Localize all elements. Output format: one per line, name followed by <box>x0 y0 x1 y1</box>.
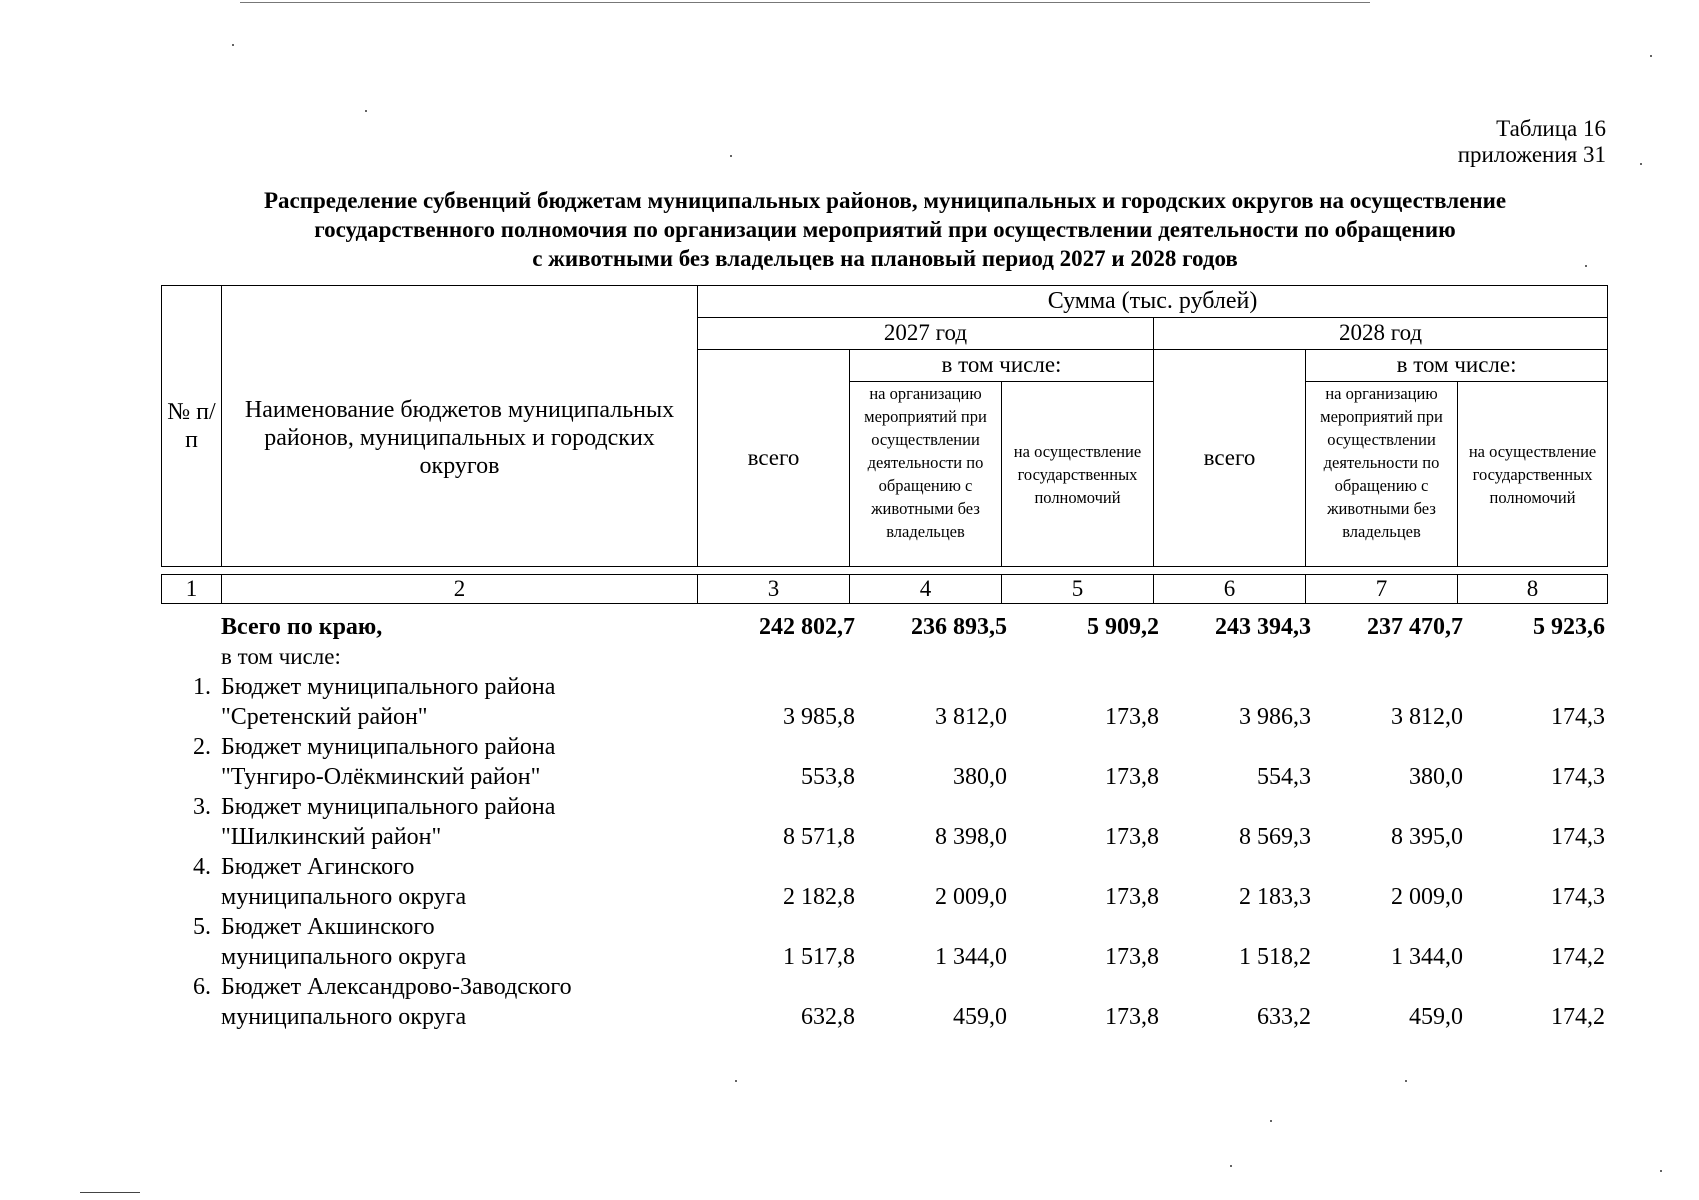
row-value: 3 985,8 <box>783 704 855 730</box>
row-value: 173,8 <box>1105 1004 1159 1030</box>
row-value: 2 009,0 <box>1391 884 1463 910</box>
row-value: 174,3 <box>1551 824 1605 850</box>
row-name-line-1: Бюджет муниципального района <box>221 734 556 760</box>
scan-speck <box>365 110 367 112</box>
document-title-line-2: государственного полномочия по организации мероприятий при осуществлении деятельности по обращению <box>314 217 1456 242</box>
row-value: 8 571,8 <box>783 824 855 850</box>
header-state-2027 <box>1002 382 1154 567</box>
header-total-2028: всего <box>1154 350 1306 567</box>
row-value: 2 182,8 <box>783 884 855 910</box>
scan-speck <box>1650 55 1652 57</box>
header-org-2027 <box>850 382 1002 567</box>
row-name <box>221 672 691 732</box>
row-value: 380,0 <box>953 764 1007 790</box>
table-label-appendix: приложения 31 <box>1457 142 1606 167</box>
row-value: 3 986,3 <box>1239 704 1311 730</box>
row-value: 632,8 <box>801 1004 855 1030</box>
row-name <box>221 732 691 792</box>
row-value: 174,3 <box>1551 884 1605 910</box>
row-value: 173,8 <box>1105 704 1159 730</box>
header-sum: Сумма (тыс. рублей) <box>698 286 1608 318</box>
column-number: 4 <box>850 575 1002 604</box>
header-state-2027-text: на осуществление государственных полномочий <box>1013 441 1142 507</box>
row-name-line-2: "Тунгиро-Олёкминский район" <box>221 764 541 790</box>
scan-edge-top <box>240 2 1370 3</box>
row-name <box>221 912 691 972</box>
row-name <box>221 792 691 852</box>
row-value: 173,8 <box>1105 884 1159 910</box>
header-total-2027: всего <box>698 350 850 567</box>
row-value: 1 344,0 <box>1391 944 1463 970</box>
column-number: 2 <box>222 575 698 604</box>
header-no: № п/п <box>162 286 222 567</box>
row-number: 6. <box>193 974 211 1000</box>
row-name-line-2: муниципального округа <box>221 1004 467 1030</box>
scan-speck <box>1405 1080 1407 1082</box>
row-name-line-1: Бюджет Агинского <box>221 854 415 880</box>
row-value: 459,0 <box>1409 1004 1463 1030</box>
column-number: 8 <box>1458 575 1608 604</box>
row-value: 174,2 <box>1551 1004 1605 1030</box>
row-name <box>221 852 691 912</box>
table-header <box>161 285 1608 567</box>
row-number: 1. <box>193 674 211 700</box>
header-state-2028-text: на осуществление государственных полномочий <box>1468 441 1597 507</box>
table-row <box>161 912 1607 972</box>
total-value: 236 893,5 <box>911 614 1007 640</box>
row-number: 5. <box>193 914 211 940</box>
header-year-2028: 2028 год <box>1154 318 1608 350</box>
total-value: 5 909,2 <box>1087 614 1159 640</box>
row-value: 173,8 <box>1105 764 1159 790</box>
row-value: 174,3 <box>1551 704 1605 730</box>
header-org-2028-text: на организацию мероприятий при осуществлении деятельности по обращению с животными без владельцев <box>1320 384 1443 541</box>
including-row <box>161 642 1607 672</box>
row-value: 8 569,3 <box>1239 824 1311 850</box>
row-value: 554,3 <box>1257 764 1311 790</box>
column-number: 7 <box>1306 575 1458 604</box>
row-value: 174,3 <box>1551 764 1605 790</box>
column-number: 1 <box>162 575 222 604</box>
row-value: 633,2 <box>1257 1004 1311 1030</box>
row-name-line-2: "Шилкинский район" <box>221 824 442 850</box>
column-number: 6 <box>1154 575 1306 604</box>
total-value: 243 394,3 <box>1215 614 1311 640</box>
row-value: 173,8 <box>1105 944 1159 970</box>
document-title-line-1: Распределение субвенций бюджетам муниципальных районов, муниципальных и городских округов на осуществление <box>263 188 1507 213</box>
scan-speck <box>730 155 732 157</box>
scan-speck <box>1230 1165 1232 1167</box>
scan-edge-bottom <box>80 1192 140 1193</box>
row-value: 174,2 <box>1551 944 1605 970</box>
total-value: 237 470,7 <box>1367 614 1463 640</box>
header-org-2027-text: на организацию мероприятий при осуществлении деятельности по обращению с животными без владельцев <box>864 384 987 541</box>
row-value: 459,0 <box>953 1004 1007 1030</box>
row-value: 1 344,0 <box>935 944 1007 970</box>
row-value: 2 183,3 <box>1239 884 1311 910</box>
row-value: 1 517,8 <box>783 944 855 970</box>
row-name-line-1: Бюджет Акшинского <box>221 914 435 940</box>
row-value: 3 812,0 <box>935 704 1007 730</box>
row-name-line-2: муниципального округа <box>221 944 467 970</box>
row-value: 2 009,0 <box>935 884 1007 910</box>
table-row <box>161 792 1607 852</box>
header-org-2028 <box>1306 382 1458 567</box>
row-value: 380,0 <box>1409 764 1463 790</box>
row-value: 3 812,0 <box>1391 704 1463 730</box>
document-title-line-3: с животными без владельцев на плановый период 2027 и 2028 годов <box>532 246 1238 271</box>
scan-speck <box>1270 1120 1272 1122</box>
row-value: 8 398,0 <box>935 824 1007 850</box>
header-name: Наименование бюджетов муниципальных районов, муниципальных и городских округов <box>222 286 698 567</box>
row-name-line-2: "Сретенский район" <box>221 704 428 730</box>
row-name-line-2: муниципального округа <box>221 884 467 910</box>
table-body <box>161 610 1607 1032</box>
row-value: 1 518,2 <box>1239 944 1311 970</box>
row-name <box>221 972 691 1032</box>
column-number: 3 <box>698 575 850 604</box>
scan-speck <box>1640 163 1642 165</box>
column-number-row <box>161 574 1608 604</box>
row-number: 3. <box>193 794 211 820</box>
table-row <box>161 672 1607 732</box>
header-including-2028: в том числе: <box>1306 350 1608 382</box>
row-name-line-1: Бюджет муниципального района <box>221 794 556 820</box>
row-name-line-1: Бюджет Александрово-Заводского <box>221 974 572 1000</box>
table-label <box>1458 116 1606 168</box>
row-value: 173,8 <box>1105 824 1159 850</box>
row-number: 4. <box>193 854 211 880</box>
table-row <box>161 972 1607 1032</box>
total-value: 5 923,6 <box>1533 614 1605 640</box>
table-row <box>161 732 1607 792</box>
header-including-2027: в том числе: <box>850 350 1154 382</box>
row-value: 8 395,0 <box>1391 824 1463 850</box>
header-state-2028 <box>1458 382 1608 567</box>
scan-speck <box>1660 1170 1662 1172</box>
column-number: 5 <box>1002 575 1154 604</box>
including-label: в том числе: <box>221 644 341 669</box>
document-title <box>150 186 1620 273</box>
header-year-2027: 2027 год <box>698 318 1154 350</box>
total-value: 242 802,7 <box>759 614 855 640</box>
row-value: 553,8 <box>801 764 855 790</box>
scan-speck <box>735 1080 737 1082</box>
scan-speck <box>232 44 234 46</box>
table-label-number: Таблица 16 <box>1496 116 1606 141</box>
row-number: 2. <box>193 734 211 760</box>
row-name-line-1: Бюджет муниципального района <box>221 674 556 700</box>
table-row <box>161 852 1607 912</box>
total-row <box>161 610 1607 642</box>
total-row-label: Всего по краю, <box>221 614 383 640</box>
